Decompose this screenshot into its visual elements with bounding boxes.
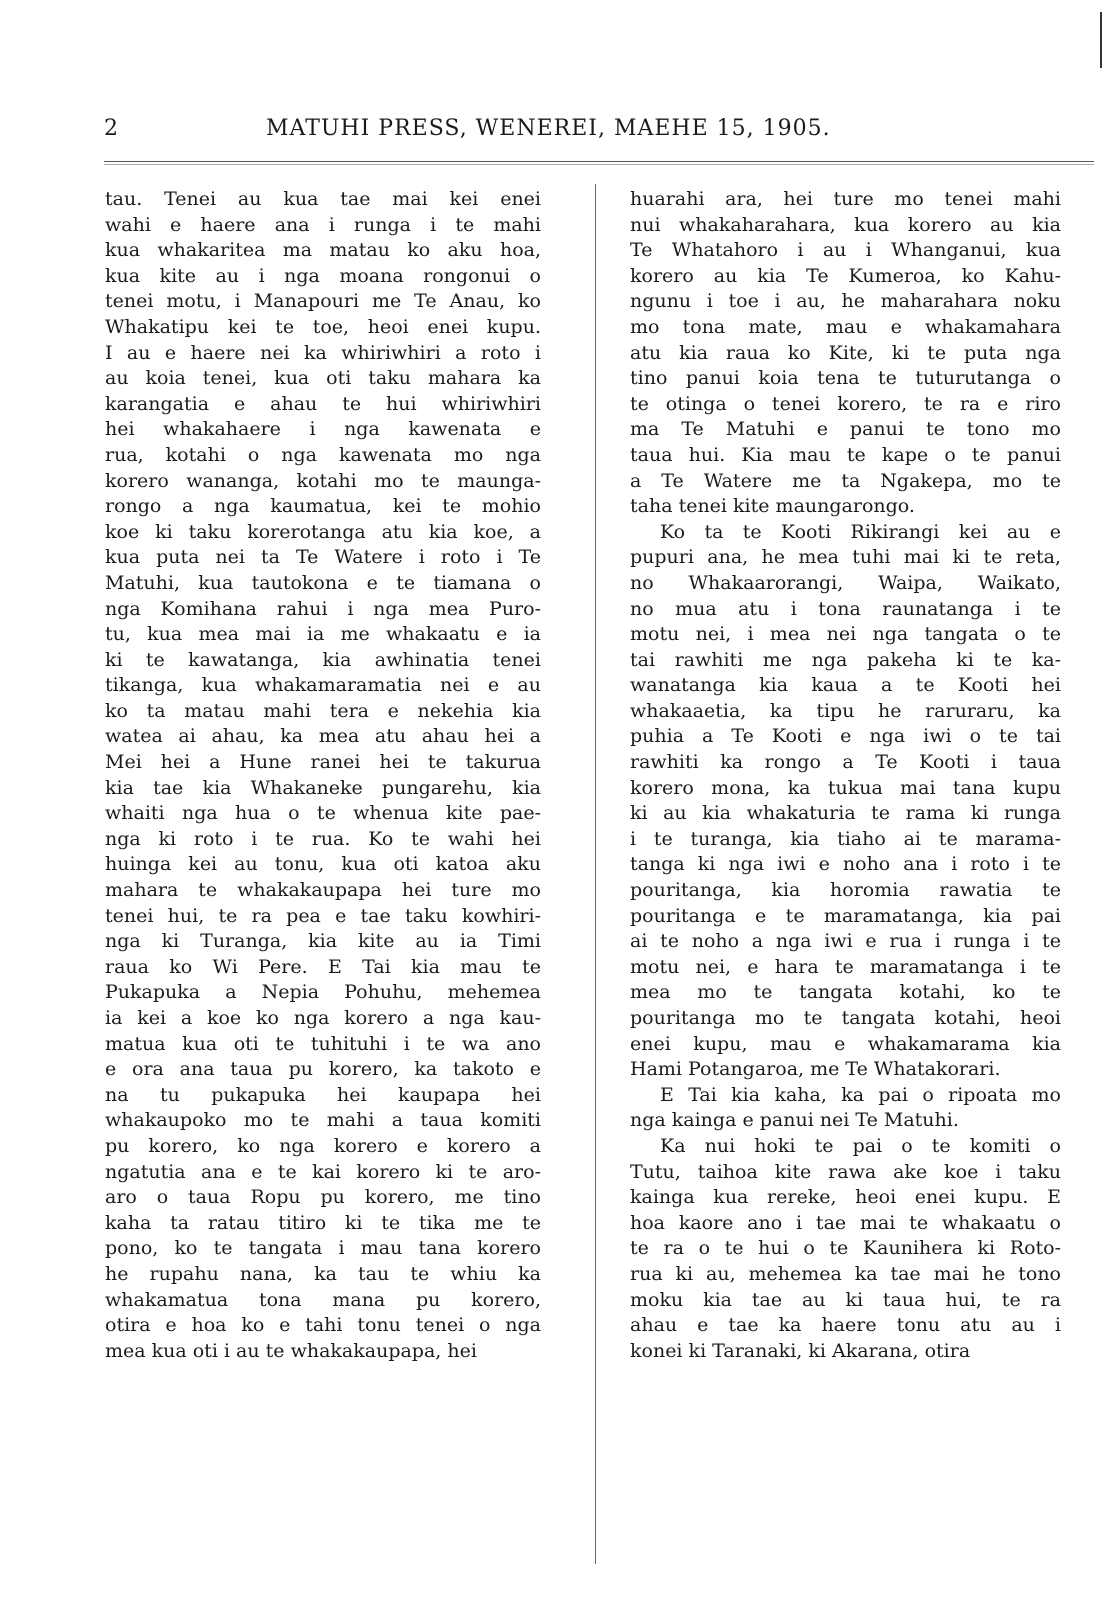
text-line: no Whakaarorangi, Waipa, Waikato, xyxy=(630,571,1061,594)
text-line: ngatutia ana e te kai korero ki te aro- xyxy=(105,1160,541,1183)
text-line: rongo a nga kaumatua, kei te mohio xyxy=(105,495,541,518)
text-line: tanga ki nga iwi e noho ana i roto i te xyxy=(630,853,1061,876)
text-line: aro o taua Ropu pu korero, me tino xyxy=(105,1186,541,1209)
text-line: motu nei, i mea nei nga tangata o te xyxy=(630,623,1061,646)
text-line: hei whakahaere i nga kawenata e xyxy=(105,418,541,441)
text-line: rua ki au, mehemea ka tae mai he tono xyxy=(630,1262,1061,1285)
text-line: nga ki Turanga, kia kite au ia Timi xyxy=(105,930,541,953)
page-number: 2 xyxy=(104,116,119,141)
text-line: kaha ta ratau titiro ki te tika me te xyxy=(105,1211,541,1234)
text-line: pupuri ana, he mea tuhi mai ki te reta, xyxy=(630,546,1061,569)
text-line: whakaaetia, ka tipu he raruraru, ka xyxy=(630,699,1061,722)
text-line: he rupahu nana, ka tau te whiu ka xyxy=(105,1262,541,1285)
page-header xyxy=(104,110,1094,154)
text-line: puhia a Te Kooti e nga iwi o te tai xyxy=(630,725,1061,748)
text-line: kua kite au i nga moana rongonui o xyxy=(105,264,541,287)
text-line: huarahi ara, hei ture mo tenei mahi xyxy=(630,188,1061,210)
text-line: ma Te Matuhi e panui te tono mo xyxy=(630,418,1061,441)
text-line: rua, kotahi o nga kawenata mo nga xyxy=(105,443,541,466)
text-line: taua hui. Kia mau te kape o te panui xyxy=(630,443,1061,466)
text-line: kua puta nei ta Te Watere i roto i Te xyxy=(105,546,541,569)
text-line: otira e hoa ko e tahi tonu tenei o nga xyxy=(105,1314,541,1337)
page-edge-mark xyxy=(1100,12,1102,68)
text-line: tenei hui, te ra pea e tae taku kowhiri- xyxy=(105,904,541,927)
right-column xyxy=(630,187,1061,1364)
text-line: rawhiti ka rongo a Te Kooti i taua xyxy=(630,751,1061,774)
text-line: ia kei a koe ko nga korero a nga kau- xyxy=(105,1007,541,1029)
text-line: mo tona mate, mau e whakamahara xyxy=(630,315,1061,338)
text-line: huinga kei au tonu, kua oti katoa aku xyxy=(105,853,541,876)
text-line: tai rawhiti me nga pakeha ki te ka- xyxy=(630,648,1061,671)
text-line: korero mona, ka tukua mai tana kupu xyxy=(630,776,1061,799)
text-line: whaiti nga hua o te whenua kite pae- xyxy=(105,802,541,825)
header-rule-secondary xyxy=(104,164,1094,165)
text-line: Ko ta te Kooti Rikirangi kei au e xyxy=(660,520,1061,543)
text-line: mea mo te tangata kotahi, ko te xyxy=(630,981,1061,1004)
text-line: korero au kia Te Kumeroa, ko Kahu- xyxy=(630,264,1061,287)
text-line: Hami Potangaroa, me Te Whatakorari. xyxy=(630,1058,1001,1081)
text-line: Matuhi, kua tautokona e te tiamana o xyxy=(105,571,541,594)
text-line: pouritanga e te maramatanga, kia pai xyxy=(630,904,1061,927)
text-line: e ora ana taua pu korero, ka takoto e xyxy=(105,1058,541,1081)
text-line: pono, ko te tangata i mau tana korero xyxy=(105,1237,541,1260)
text-line: pu korero, ko nga korero e korero a xyxy=(105,1134,541,1157)
text-line: wanatanga kia kaua a te Kooti hei xyxy=(630,674,1061,697)
text-line: tu, kua mea mai ia me whakaatu e ia xyxy=(105,623,541,646)
text-line: karangatia e ahau te hui whiriwhiri xyxy=(105,392,541,415)
text-line: ai te noho a nga iwi e rua i runga i te xyxy=(630,930,1061,953)
text-line: Pukapuka a Nepia Pohuhu, mehemea xyxy=(105,981,541,1004)
text-line: mea kua oti i au te whakakaupapa, hei xyxy=(105,1339,477,1362)
text-line: mahara te whakakaupapa hei ture mo xyxy=(105,879,541,902)
text-line: i te turanga, kia tiaho ai te marama- xyxy=(630,827,1061,850)
text-line: tenei motu, i Manapouri me Te Anau, ko xyxy=(105,290,541,313)
text-line: I au e haere nei ka whiriwhiri a roto i xyxy=(105,341,541,364)
text-line: Te Whatahoro i au i Whanganui, kua xyxy=(630,239,1061,262)
text-line: tikanga, kua whakamaramatia nei e au xyxy=(105,674,541,697)
text-line: ahau e tae ka haere tonu atu au i xyxy=(630,1314,1061,1337)
text-line: kia tae kia Whakaneke pungarehu, kia xyxy=(105,776,541,799)
running-title: MATUHI PRESS, WENEREI, MAEHE 15, 1905. xyxy=(266,116,831,141)
text-line: matua kua oti te tuhituhi i te wa ano xyxy=(105,1032,541,1055)
text-line: te otinga o tenei korero, te ra e riro xyxy=(630,392,1061,415)
text-line: tino panui koia tena te tuturutanga o xyxy=(630,367,1061,390)
text-line: ko ta matau mahi tera e nekehia kia xyxy=(105,699,541,722)
text-line: korero wananga, kotahi mo te maunga- xyxy=(105,469,541,492)
text-line: nga ki roto i te rua. Ko te wahi hei xyxy=(105,827,541,850)
text-line: au koia tenei, kua oti taku mahara ka xyxy=(105,367,541,390)
text-line: watea ai ahau, ka mea atu ahau hei a xyxy=(105,725,541,748)
text-line: kainga kua rereke, heoi enei kupu. E xyxy=(630,1186,1061,1209)
text-line: motu nei, e hara te maramatanga i te xyxy=(630,955,1061,978)
text-line: na tu pukapuka hei kaupapa hei xyxy=(105,1083,541,1106)
text-line: pouritanga mo te tangata kotahi, heoi xyxy=(630,1007,1061,1029)
text-line: te ra o te hui o te Kaunihera ki Roto- xyxy=(630,1237,1061,1260)
text-line: Whakatipu kei te toe, heoi enei kupu. xyxy=(105,315,541,338)
text-line: nui whakaharahara, kua korero au kia xyxy=(630,213,1061,236)
header-rule xyxy=(104,161,1094,162)
text-line: raua ko Wi Pere. E Tai kia mau te xyxy=(105,955,541,978)
text-line: whakaupoko mo te mahi a taua komiti xyxy=(105,1109,541,1132)
text-line: pouritanga, kia horomia rawatia te xyxy=(630,879,1061,902)
text-line: hoa kaore ano i tae mai te whakaatu o xyxy=(630,1211,1061,1234)
text-line: a Te Watere me ta Ngakepa, mo te xyxy=(630,469,1061,492)
text-line: Ka nui hoki te pai o te komiti o xyxy=(660,1134,1061,1157)
text-line: no mua atu i tona raunatanga i te xyxy=(630,597,1061,620)
text-line: nga kainga e panui nei Te Matuhi. xyxy=(630,1109,959,1132)
text-line: ki te kawatanga, kia awhinatia tenei xyxy=(105,648,541,671)
text-line: tau. Tenei au kua tae mai kei enei xyxy=(105,188,541,210)
text-line: moku kia tae au ki taua hui, te ra xyxy=(630,1288,1061,1311)
column-divider xyxy=(595,184,596,1564)
text-line: wahi e haere ana i runga i te mahi xyxy=(105,213,541,236)
text-line: konei ki Taranaki, ki Akarana, otira xyxy=(630,1339,971,1362)
text-line: taha tenei kite maungarongo. xyxy=(630,495,915,518)
text-line: koe ki taku korerotanga atu kia koe, a xyxy=(105,520,541,543)
text-line: ngunu i toe i au, he maharahara noku xyxy=(630,290,1061,313)
text-line: enei kupu, mau e whakamarama kia xyxy=(630,1032,1061,1055)
text-line: E Tai kia kaha, ka pai o ripoata mo xyxy=(660,1083,1061,1106)
text-line: nga Komihana rahui i nga mea Puro- xyxy=(105,597,541,620)
text-line: whakamatua tona mana pu korero, xyxy=(105,1288,541,1311)
text-line: Tutu, taihoa kite rawa ake koe i taku xyxy=(630,1160,1061,1183)
text-line: kua whakaritea ma matau ko aku hoa, xyxy=(105,239,541,262)
left-column xyxy=(105,187,541,1364)
text-line: Mei hei a Hune ranei hei te takurua xyxy=(105,751,541,774)
text-line: ki au kia whakaturia te rama ki runga xyxy=(630,802,1061,825)
text-line: atu kia raua ko Kite, ki te puta nga xyxy=(630,341,1061,364)
